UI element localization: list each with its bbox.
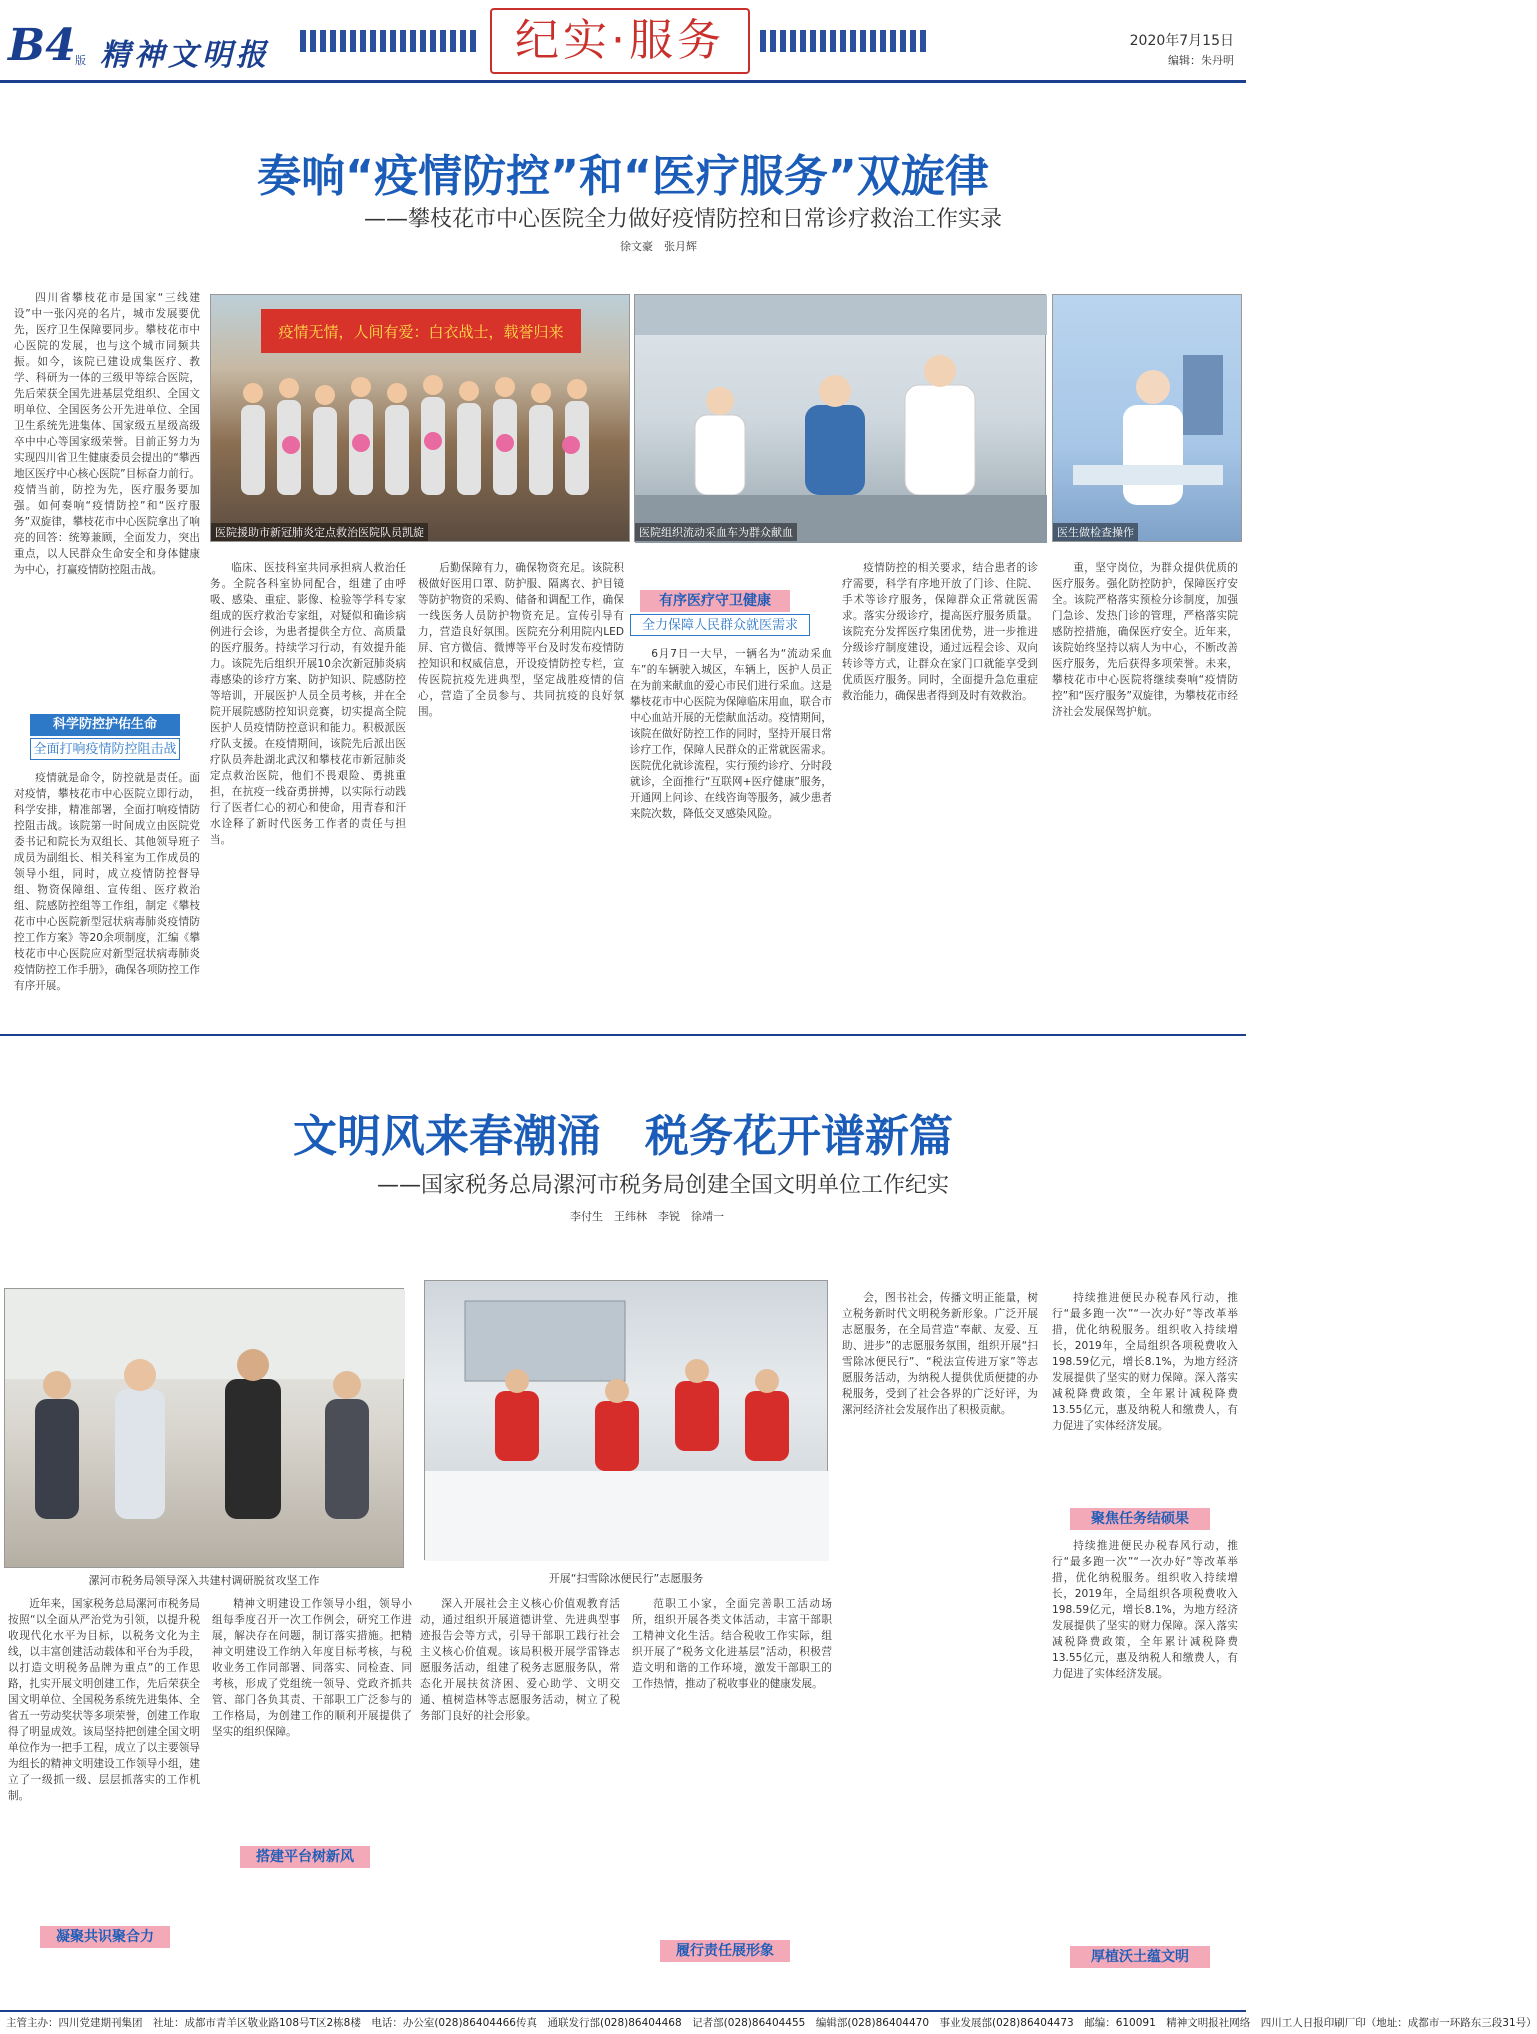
article-divider — [0, 1034, 1246, 1036]
editor-credit: 编辑：朱丹明 — [1168, 54, 1234, 67]
article2-column-7: 持续推进便民办税春风行动，推行“最多跑一次”“一次办好”等改革举措，优化纳税服务。组织收入持续增长，2019年，全局组织各项税费收入198.59亿元，增长8.1%，为地方经济发展提供了坚实的财力保障。深入落实减税降费政策，全年累计减税降费13.55亿元，惠及纳税人和缴费人，有力促进了实体经济发展。 — [1052, 1540, 1238, 1680]
article1-photo1-caption: 医院援助市新冠肺炎定点救治医院队员凯旋 — [211, 523, 428, 541]
section-tag-science-sub: 全面打响疫情防控阻击战 — [30, 738, 180, 760]
article2-subtitle: ——国家税务总局漯河市税务局创建全国文明单位工作纪实 — [376, 1173, 949, 1198]
article2-title: 文明风来春潮涌 税务花开谱新篇 — [293, 1111, 953, 1162]
article2-photo2-caption: 开展“扫雪除冰便民行”志愿服务 — [548, 1572, 704, 1585]
article2-photo-snow — [424, 1280, 828, 1560]
masthead — [0, 0, 1246, 80]
bloodcar-photo-illustration — [635, 295, 1047, 543]
article1-column-1: 四川省攀枝花市是国家“三线建设”中一张闪亮的名片，城市发展要优先，医疗卫生保障要同步。攀枝花市中心医院的发展，也与这个城市同频共振。如今，该院已建设成集医疗、教学、科研为一体的三级甲等综合医院，先后荣获全国先进基层党组织、全国文明单位、全国医务公开先进单位、全国卫生系统先进集体、国家级五星级高级卒中中心等国家级荣誉。目前正努力为实现四川省卫生健康委员会提出的“攀西地区医疗中心核心医院”目标奋力前行。疫情当前，防控为先，医疗服务要加强。如何奏响“疫情防控”和“医疗服务”双旋律，攀枝花市中心医院拿出了响亮的回答：统筹兼顾，全面发力，突出重点，以人民群众生命安全和身体健康为中心，打赢疫情防控阻击战。 — [14, 292, 200, 576]
article1-photo-bloodcar — [634, 294, 1046, 542]
article2-column-6: 持续推进便民办税春风行动，推行“最多跑一次”“一次办好”等改革举措，优化纳税服务。组织收入持续增长，2019年，全局组织各项税费收入198.59亿元，增长8.1%，为地方经济发展提供了坚实的财力保障。深入落实减税降费政策，全年累计减税降费13.55亿元，惠及纳税人和缴费人，有力促进了实体经济发展。 — [1052, 1292, 1238, 1432]
section-tag-consensus: 凝聚共识聚合力 — [40, 1926, 170, 1948]
snow-photo-illustration — [425, 1281, 829, 1561]
article1-title: 奏响“疫情防控”和“医疗服务”双旋律 — [257, 151, 989, 202]
article1-column-6: 重，坚守岗位，为群众提供优质的医疗服务。强化防控防护，保障医疗安全。该院严格落实预检分诊制度，加强门急诊、发热门诊的管理，严格落实院感防控措施，确保医疗安全。近年来，该院始终坚持以病人为中心，不断改善医疗服务，先后获得多项荣誉。未来，攀枝花市中心医院将继续奏响“疫情防控”和“医疗服务”双旋律，为攀枝花市经济社会发展保驾护航。 — [1052, 562, 1238, 718]
issue-date: 2020年7月15日 — [1129, 33, 1234, 49]
article1-column-5: 疫情防控的相关要求，结合患者的诊疗需要，科学有序地开放了门诊、住院、手术等诊疗服务，保障群众正常就医需求。落实分级诊疗，提高医疗服务质量。该院充分发挥医疗集团优势，进一步推进分级诊疗制度建设，通过远程会诊、双向转诊等方式，让群众在家门口就能享受到优质医疗服务。同时，全面提升急危重症救治能力，确保患者得到及时有效救治。 — [842, 562, 1038, 702]
village-photo-illustration — [5, 1289, 405, 1569]
article2-column-3: 深入开展社会主义核心价值观教育活动，通过组织开展道德讲堂、先进典型事迹报告会等方式，引导干部职工践行社会主义核心价值观。该局积极开展学雷锋志愿服务活动，组建了税务志愿服务队，常态化开展扶贫济困、爱心助学、文明交通、植树造林等志愿服务活动，树立了税务部门良好的社会形象。 — [420, 1598, 620, 1722]
section-tag-platform: 搭建平台树新风 — [240, 1846, 370, 1868]
article1-byline: 徐文豪 张月辉 — [620, 240, 697, 253]
article2-photo-village — [4, 1288, 404, 1568]
section-tag-medical-sub: 全力保障人民群众就医需求 — [630, 614, 810, 636]
article2-column-5: 会，图书社会，传播文明正能量，树立税务新时代文明税务新形象。广泛开展志愿服务，在全局营造“奉献、友爱、互助、进步”的志愿服务氛围，组织开展“扫雪除冰便民行”、“税法宣传进万家”等志愿服务活动，为纳税人提供优质便捷的办税服务，受到了社会各界的广泛好评，为漯河经济社会发展作出了积极贡献。 — [842, 1292, 1038, 1416]
page-suffix: 版 — [75, 54, 86, 67]
article1-column-2: 临床、医技科室共同承担病人救治任务。全院各科室协同配合，组建了由呼吸、感染、重症、影像、检验等学科专家组成的医疗救治专家组，对疑似和确诊病例进行会诊，为患者提供全方位、高质量的医疗服务。持续学习行动，有效提升能力。该院先后组织开展10余次新冠肺炎病毒感染的诊疗方案、防护知识、院感防控等培训，开展医护人员全员考核，并在全院开展院感防控知识竞赛，切实提高全院医护人员疫情防控意识和能力。积极派医疗队支援。在疫情期间，该院先后派出医疗队员奔赴湖北武汉和攀枝花市新冠肺炎定点救治医院，他们不畏艰险、勇挑重担，在抗疫一线奋勇拼搏，以实际行动践行了医者仁心的初心和使命，用青春和汗水诠释了新时代医务工作者的责任与担当。 — [210, 562, 406, 846]
article1-column-3: 后勤保障有力，确保物资充足。该院积极做好医用口罩、防护服、隔离衣、护目镜等防护物资的采购、储备和调配工作，确保一线医务人员防护物资充足。宣传引导有力，营造良好氛围。医院充分利用院内LED屏、官方微信、微博等平台及时发布疫情防控知识和权威信息，开设疫情防控专栏，宣传医院抗疫先进典型，坚定战胜疫情的信心，营造了全员参与、共同抗疫的良好氛围。 — [418, 562, 624, 718]
banner-text: 疫情无情，人间有爱：白衣战士，载誉归来 — [278, 323, 564, 341]
article1-photo-team — [210, 294, 630, 542]
doctor-photo-illustration — [1053, 295, 1243, 543]
team-photo-illustration — [211, 295, 631, 543]
article1-photo-doctor — [1052, 294, 1242, 542]
article2-photo1-caption: 漯河市税务局领导深入共建村调研脱贫攻坚工作 — [88, 1574, 320, 1587]
article2-column-1: 近年来，国家税务总局漯河市税务局按照“以全面从严治党为引领，以提升税收现代化水平为目标，以税务文化为主线，以丰富创建活动载体和平台为手段，以打造文明税务品牌为重点”的工作思路，扎实开展文明创建工作，先后荣获全国文明单位、全国税务系统先进集体、全省五一劳动奖状等多项荣誉，创建工作取得了明显成效。该局坚持把创建全国文明单位作为一把手工程，成立了以主要领导为组长的精神文明建设工作领导小组，建立了一级抓一级、层层抓落实的工作机制。 — [8, 1598, 200, 1802]
section-tag-medical: 有序医疗守卫健康 — [640, 590, 790, 612]
article1-column-1b: 疫情就是命令，防控就是责任。面对疫情，攀枝花市中心医院立即行动，科学安排，精准部署，全面打响疫情防控阻击战。该院第一时间成立由医院党委书记和院长为双组长、其他领导班子成员为副组长、相关科室为工作成员的领导小组，同时，成立疫情防控督导组、物资保障组、宣传组、医疗救治组、院感防控组等工作组，制定《攀枝花市中心医院新型冠状病毒肺炎疫情防控工作方案》等20余项制度，汇编《攀枝花市中心医院应对新型冠状病毒肺炎疫情防控工作手册》，确保各项防控工作有序开展。 — [14, 772, 200, 992]
section-tag-science: 科学防控护佑生命 — [30, 714, 180, 736]
decorative-bars-right — [760, 30, 930, 52]
article1-subtitle: ——攀枝花市中心医院全力做好疫情防控和日常诊疗救治工作实录 — [363, 207, 1002, 232]
section-title: 纪实·服务 — [490, 8, 750, 74]
article2-column-4: 范职工小家，全面完善职工活动场所，组织开展各类文体活动，丰富干部职工精神文化生活。结合税收工作实际，组织开展了“税务文化进基层”活动，积极营造文明和谐的工作环境，激发干部职工的工作热情，推动了税收事业的健康发展。 — [632, 1598, 832, 1690]
newspaper-name: 精神文明报 — [100, 38, 270, 73]
article1-column-4: 6月7日一大早，一辆名为“流动采血车”的车辆驶入城区，车辆上，医护人员正在为前来献血的爱心市民们进行采血。这是攀枝花市中心医院为保障临床用血，联合市中心血站开展的无偿献血活动。疫情期间，该院在做好防控工作的同时，坚持开展日常诊疗工作，保障人民群众的正常就医需求。医院优化就诊流程，实行预约诊疗、分时段就诊，全面推行“互联网+医疗健康”服务，开通网上问诊、在线咨询等服务，减少患者来院次数，降低交叉感染风险。 — [630, 648, 832, 820]
decorative-bars-left — [300, 30, 480, 52]
section-tag-results: 聚焦任务结硕果 — [1070, 1508, 1210, 1530]
page-number: B4 — [8, 20, 76, 71]
article1-photo2-caption: 医院组织流动采血车为群众献血 — [635, 523, 797, 541]
article1-photo3-caption: 医生做检查操作 — [1053, 523, 1138, 541]
footer-info: 主管主办：四川党建期刊集团 社址：成都市青羊区敬业路108号T区2栋8楼 电话：办公室(028)86404466传真 通联发行部(028)86404468 记者部(028)86404455 编辑部(028)86404470 事业发展部(028)86404473 邮编：610091 精神文明报社网络 四川工人日报印刷厂印（地址：成都市一环路东三段31号） — [0, 2010, 1246, 2034]
article2-byline: 李付生 王纬林 李锐 徐靖一 — [570, 1210, 724, 1223]
article2-column-2: 精神文明建设工作领导小组，领导小组每季度召开一次工作例会，研究工作进展，解决存在问题，制订落实措施。把精神文明建设工作纳入年度目标考核，与税收业务工作同部署、同落实、同检查、同考核，形成了党组统一领导、党政齐抓共管、部门各负其责、干部职工广泛参与的工作格局，为创建工作的顺利开展提供了坚实的组织保障。 — [212, 1598, 412, 1738]
section-tag-civilization: 厚植沃土蕴文明 — [1070, 1946, 1210, 1968]
masthead-rule — [0, 80, 1246, 83]
section-tag-responsibility: 履行责任展形象 — [660, 1940, 790, 1962]
